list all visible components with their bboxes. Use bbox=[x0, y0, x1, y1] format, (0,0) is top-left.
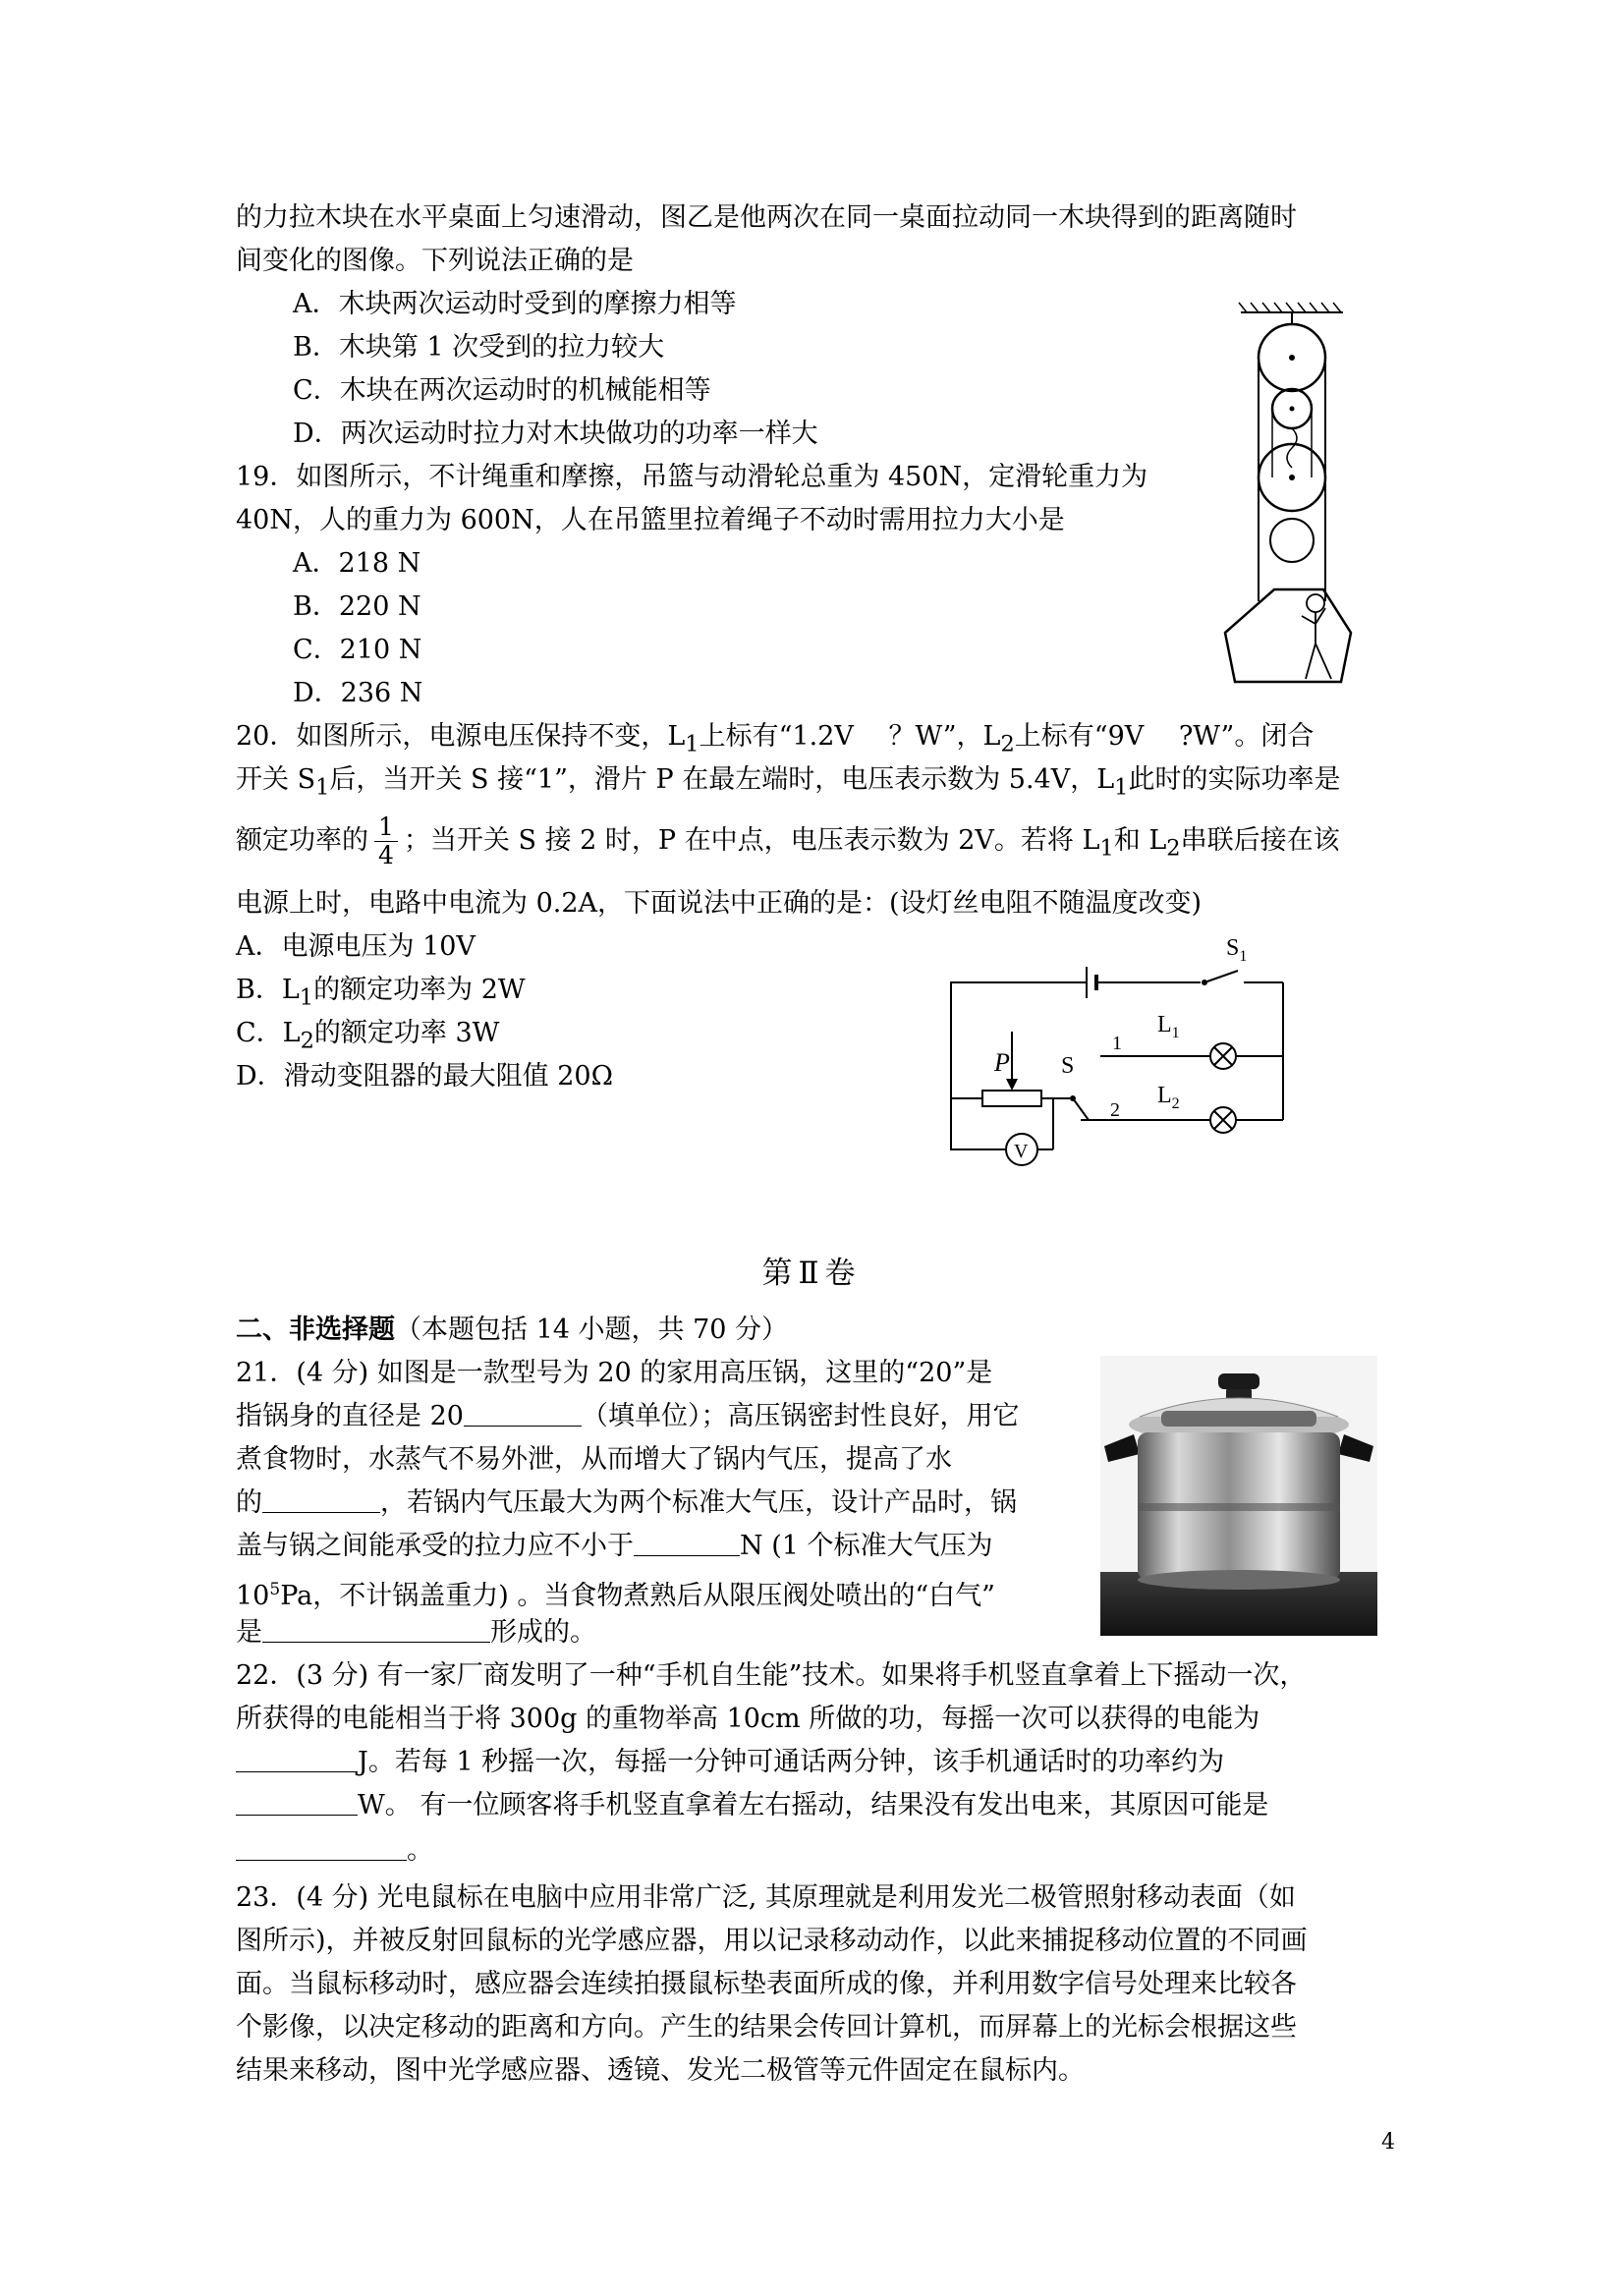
label-s: S bbox=[1061, 1053, 1075, 1079]
q18-option-c: C．木块在两次运动时的机械能相等 bbox=[293, 375, 711, 406]
q20-option-c: C．$L_2$的额定功率 3W bbox=[236, 1018, 500, 1054]
answer-blank[interactable] bbox=[236, 1836, 407, 1861]
q19-line2: 40N，人的重力为 600N，人在吊篮里拉着绳子不动时需用拉力大小是 bbox=[236, 505, 1065, 535]
label-p: P bbox=[994, 1048, 1010, 1077]
q20-option-b: B．$L_1$的额定功率为 2W bbox=[236, 975, 526, 1011]
answer-blank[interactable] bbox=[464, 1402, 582, 1427]
q18-option-b: B．木块第 1 次受到的拉力较大 bbox=[293, 332, 665, 363]
q18-option-a: A．木块两次运动时受到的摩擦力相等 bbox=[293, 289, 737, 319]
page-number: 4 bbox=[1381, 2130, 1395, 2155]
pressure-cooker-photo bbox=[1100, 1356, 1377, 1636]
label-l2: $L_2$ bbox=[1157, 1083, 1180, 1112]
q18-option-d: D．两次运动时拉力对木块做功的功率一样大 bbox=[293, 419, 818, 449]
contact-2-label: 2 bbox=[1110, 1099, 1120, 1121]
label-l1: $L_1$ bbox=[1157, 1012, 1180, 1041]
answer-blank[interactable] bbox=[634, 1532, 740, 1556]
answer-blank[interactable] bbox=[262, 1488, 380, 1513]
q21-line7: 是 形成的。 bbox=[236, 1617, 596, 1648]
q20-option-a: A．电源电压为 10V bbox=[236, 931, 476, 962]
q23-line1: 23．(4 分) 光电鼠标在电脑中应用非常广泛, 其原理就是利用发光二极管照射移动表面（如 bbox=[236, 1882, 1296, 1913]
section-title: 第Ⅱ卷 bbox=[761, 1256, 862, 1291]
answer-blank[interactable] bbox=[262, 1618, 490, 1643]
q23-line2: 图所示)，并被反射回鼠标的光学感应器，用以记录移动动作，以此来捕捉移动位置的不同画 bbox=[236, 1926, 1308, 1956]
q22-line5: 。 bbox=[236, 1833, 433, 1869]
circuit-diagram bbox=[943, 933, 1297, 1208]
q22-line4: W。 有一位顾客将手机竖直拿着左右摇动，结果没有发出电来，其原因可能是 bbox=[236, 1788, 1268, 1823]
q21-line5: 盖与锅之间能承受的拉力应不小于 N (1 个标准大气压为 bbox=[236, 1531, 993, 1561]
q21-line6: $10^5Pa$，不计锅盖重力) 。当食物煮熟后从限压阀处喷出的“白气” bbox=[236, 1580, 995, 1611]
q23-line4: 个影像，以决定移动的距离和方向。产生的结果会传回计算机，而屏幕上的光标会根据这些 bbox=[236, 2012, 1297, 2043]
q20-line2: 开关 $S_1$后，当开关 S 接“1”，滑片 P 在最左端时，电压表示数为 5.4V，$L_1$此时的实际功率是 bbox=[236, 764, 1341, 801]
label-s1: $S_1$ bbox=[1226, 935, 1248, 965]
q22-line1: 22．(3 分) 有一家厂商发明了一种“手机自生能”技术。如果将手机竖直拿着上下摇动一次， bbox=[236, 1660, 1307, 1691]
q20-line4: 电源上时，电路中电流为 0.2A，下面说法中正确的是：(设灯丝电阻不随温度改变) bbox=[236, 888, 1203, 919]
voltmeter-v: V bbox=[1014, 1141, 1029, 1162]
q21-line3: 煮食物时，水蒸气不易外泄，从而增大了锅内气压，提高了水 bbox=[236, 1444, 952, 1475]
q20-line1: 20．如图所示，电源电压保持不变，$L_1$上标有“1.2V ？W”，$L_2$上标有“9V ?W”。闭合 bbox=[236, 721, 1315, 757]
section2-heading: 二、非选择题（本题包括 14 小题，共 70 分） bbox=[236, 1315, 789, 1345]
q18-line1: 的力拉木块在水平桌面上匀速滑动，图乙是他两次在同一桌面拉动同一木块得到的距离随时 bbox=[236, 202, 1297, 233]
q19-option-c: C．210 N bbox=[293, 635, 422, 665]
pulley-basket-figure bbox=[1213, 295, 1371, 688]
q19-option-a: A．218 N bbox=[293, 548, 421, 579]
q19-option-b: B．220 N bbox=[293, 591, 421, 622]
contact-1-label: 1 bbox=[1112, 1033, 1122, 1054]
answer-blank[interactable] bbox=[236, 1791, 358, 1816]
q22-line2: 所获得的电能相当于将 300g 的重物举高 10cm 所做的功，每摇一次可以获得的电能为 bbox=[236, 1704, 1260, 1734]
q23-line3: 面。当鼠标移动时，感应器会连续拍摄鼠标垫表面所成的像，并利用数字信号处理来比较各 bbox=[236, 1969, 1297, 1999]
q19-option-d: D．236 N bbox=[293, 678, 423, 708]
q23-line5: 结果来移动，图中光学感应器、透镜、发光二极管等元件固定在鼠标内。 bbox=[236, 2055, 1085, 2086]
answer-blank[interactable] bbox=[236, 1748, 358, 1772]
fraction-one-quarter: $\frac{1}{4}$ bbox=[374, 813, 398, 869]
q18-line2: 间变化的图像。下列说法正确的是 bbox=[236, 246, 634, 276]
q21-line4: 的 ，若锅内气压最大为两个标准大气压，设计产品时，锅 bbox=[236, 1487, 1017, 1518]
q20-option-d: D．滑动变阻器的最大阻值 20Ω bbox=[236, 1061, 613, 1092]
q22-line3: J。若每 1 秒摇一次，每摇一分钟可通话两分钟，该手机通话时的功率约为 bbox=[236, 1745, 1224, 1780]
q21-line1: 21．(4 分) 如图是一款型号为 20 的家用高压锅，这里的“20”是 bbox=[236, 1358, 993, 1388]
q20-line3: 额定功率的 $\frac{1}{4}$ ；当开关 S 接 2 时，P 在中点，电压表示数为 2V。若将 $L_1$和 $L_2$串联后接在该 bbox=[236, 812, 1340, 869]
q19-line1: 19．如图所示，不计绳重和摩擦，吊篮与动滑轮总重为 450N，定滑轮重力为 bbox=[236, 462, 1148, 492]
q21-line2: 指锅身的直径是 20 （填单位）；高压锅密封性良好，用它 bbox=[236, 1401, 1020, 1431]
